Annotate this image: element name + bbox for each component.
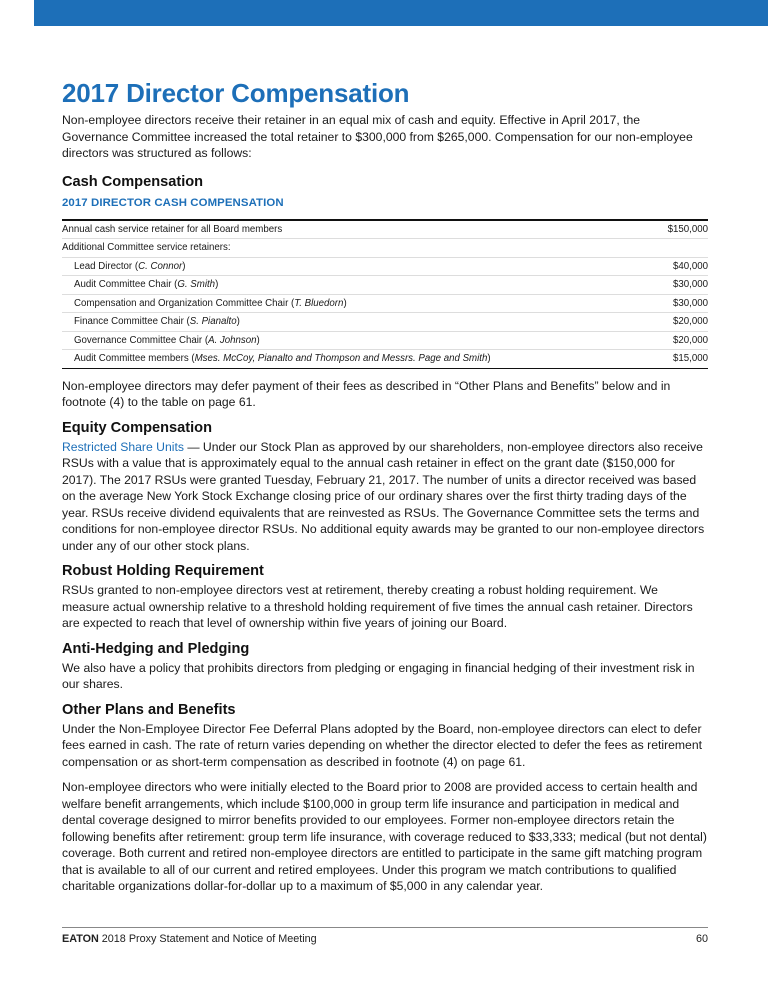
equity-paragraph: Restricted Share Units — Under our Stock Plan as approved by our shareholders, non-employee directors also receive RSUs with a value that is approximately equal to the annual cash retainer in effect on the grant date ($150,000 for 2017). The 2017 RSUs were granted Tuesday, February 21, 2017. The number of units a director received was based on the average New York Stock Exchange closing price of our ordinary shares over the first thirty trading days of the year. RSUs receive dividend equivalents that are reinvested as RSUs. The Governance Committee sets the terms and conditions for non-employee director RSUs. No additional equity awards may be granted to our non-employee directors under any of our other stock plans. — [62, 439, 705, 553]
row-label: Compensation and Organization Committee Chair (T. Bluedorn) — [74, 297, 347, 309]
other-plans-paragraph-1: Under the Non-Employee Director Fee Deferral Plans adopted by the Board, non-employee directors can elect to defer fees earned in cash. The rate of return varies depending on whether the director elected to defer the fees as retirement compensation or as short-term compensation as described in footnote (4) on page 61. — [62, 721, 702, 769]
equity-compensation-heading: Equity Compensation — [62, 419, 212, 436]
footer-brand: EATON — [62, 933, 99, 945]
row-amount: $20,000 — [672, 316, 708, 328]
header-color-bar — [34, 0, 768, 26]
holding-requirement-heading: Robust Holding Requirement — [62, 563, 264, 579]
table-row — [62, 258, 708, 277]
table-row — [62, 350, 708, 368]
row-amount: $30,000 — [672, 279, 708, 291]
cash-table-title: 2017 DIRECTOR CASH COMPENSATION — [62, 196, 284, 209]
intro-paragraph: Non-employee directors receive their retainer in an equal mix of cash and equity. Effective in April 2017, the Governance Committee increased the total retainer to $300,000 from $265,000. Compensation for our non-employee directors was structured as follows: — [62, 113, 693, 160]
row-label: Audit Committee Chair (G. Smith) — [74, 279, 219, 291]
anti-hedging-heading: Anti-Hedging and Pledging — [62, 640, 250, 657]
row-label: Additional Committee service retainers: — [62, 242, 231, 254]
row-amount: $150,000 — [667, 223, 708, 235]
page-content — [62, 78, 708, 895]
row-label: Annual cash service retainer for all Board members — [62, 223, 283, 235]
footer-document-title: EATON 2018 Proxy Statement and Notice of Meeting — [62, 933, 317, 945]
row-amount: $40,000 — [672, 260, 708, 272]
cash-compensation-table — [62, 219, 708, 369]
deferral-note: Non-employee directors may defer payment of their fees as described in “Other Plans and Benefits” below and in footnote (4) to the table on page 61. — [62, 378, 671, 409]
table-row — [62, 332, 708, 351]
table-row — [62, 239, 708, 258]
other-plans-paragraph-2: Non-employee directors who were initially elected to the Board prior to 2008 are provided access to certain health and welfare benefit arrangements, which include $100,000 in group term life insurance and participation in medical and dental coverage designed to mirror benefits provided to our employees. Former non-employee directors retain the following benefits after retirement: group term life insurance, with coverage reduced to $33,333; medical (but not dental) coverage. Both current and retired non-employee directors are entitled to participate in the same gift matching program that is available to all of our current and retired employees. Under this program we match contributions to qualified charitable organizations dollar-for-dollar up to a maximum of $5,000 in any calendar year. — [62, 780, 707, 893]
restricted-share-units-link[interactable]: Restricted Share Units — [62, 439, 184, 454]
other-plans-heading: Other Plans and Benefits — [62, 701, 236, 718]
row-amount: $20,000 — [672, 334, 708, 346]
row-amount: $15,000 — [672, 353, 708, 365]
table-row — [62, 295, 708, 314]
holding-paragraph: RSUs granted to non-employee directors vest at retirement, thereby creating a robust holding requirement. We measure actual ownership relative to a threshold holding requirement of five times the annual cash retainer. Directors are expected to reach that level of ownership within five years of joining our Board. — [62, 583, 693, 630]
row-label: Lead Director (C. Connor) — [74, 260, 186, 272]
row-label: Governance Committee Chair (A. Johnson) — [74, 334, 260, 346]
page-title: 2017 Director Compensation — [62, 78, 410, 108]
table-row — [62, 313, 708, 332]
cash-compensation-heading: Cash Compensation — [62, 173, 204, 190]
row-label: Finance Committee Chair (S. Pianalto) — [74, 316, 240, 328]
page-footer — [62, 927, 708, 945]
row-label: Audit Committee members (Mses. McCoy, Pianalto and Thompson and Messrs. Page and Smith) — [74, 353, 491, 365]
row-amount: $30,000 — [672, 297, 708, 309]
page-number: 60 — [695, 933, 708, 945]
hedging-paragraph: We also have a policy that prohibits directors from pledging or engaging in financial hedging of their investment risk in our shares. — [62, 660, 695, 691]
table-row — [62, 276, 708, 295]
table-row — [62, 221, 708, 240]
